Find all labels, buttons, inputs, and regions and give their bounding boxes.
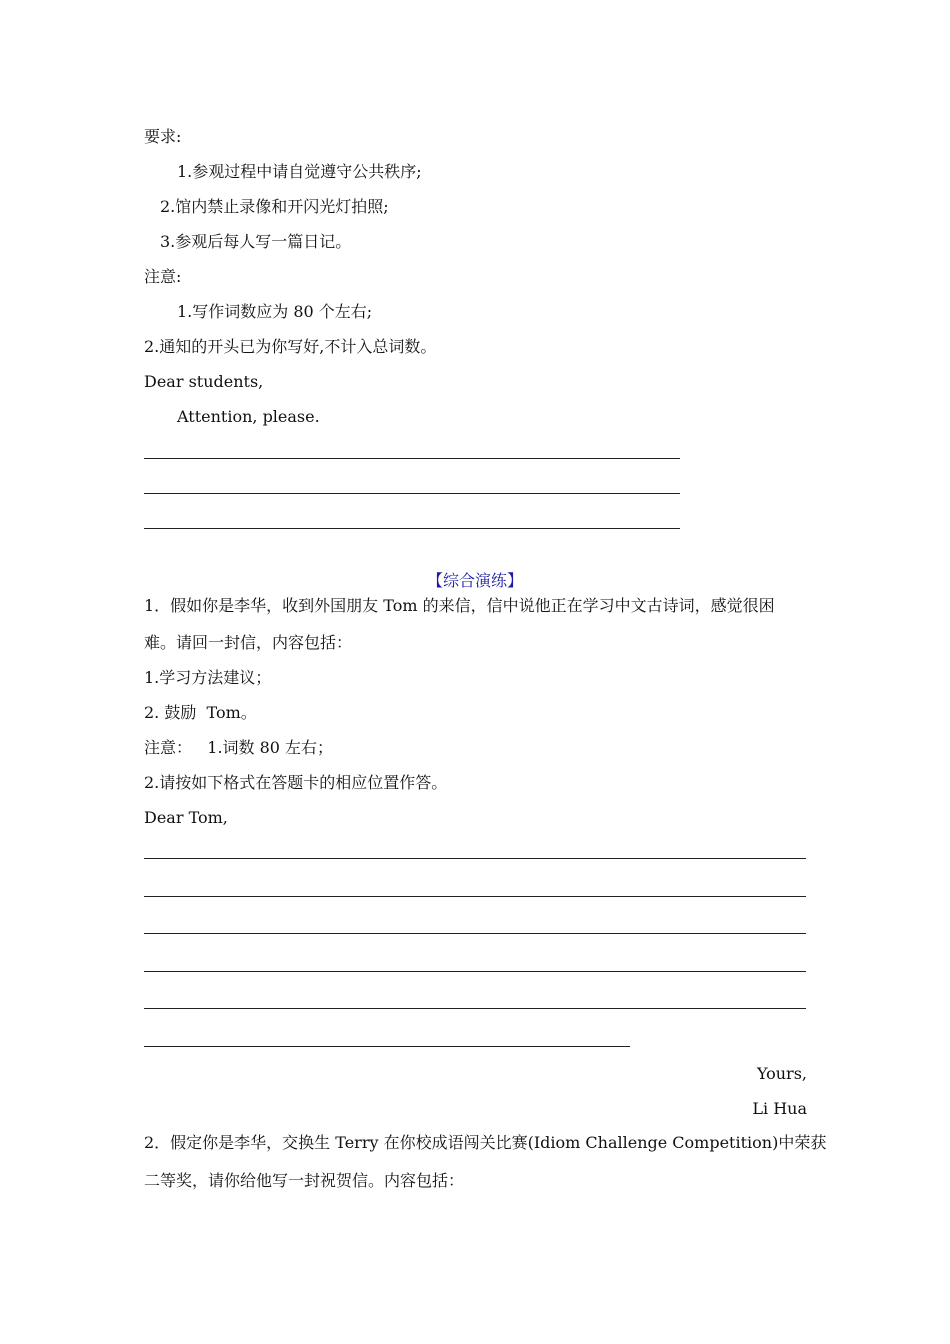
letter-signature: Li Hua: [752, 1099, 807, 1118]
answer-line: [144, 528, 680, 529]
answer-line: [144, 971, 806, 972]
note-item-1: 1.写作词数应为 80 个左右;: [177, 302, 373, 321]
question-1-prompt: 1．假如你是李华，收到外国朋友 Tom 的来信，信中说他正在学习中文古诗词，感觉很困: [144, 596, 775, 615]
requirement-item-3: 3.参观后每人写一篇日记。: [160, 232, 352, 251]
note-item-2: 2.通知的开头已为你写好,不计入总词数。: [144, 337, 437, 356]
answer-line: [144, 1046, 630, 1047]
salutation: Dear students,: [144, 372, 264, 391]
answer-line: [144, 1008, 806, 1009]
question-2-prompt-cont: 二等奖，请你给他写一封祝贺信。内容包括：: [144, 1171, 465, 1190]
question-1-prompt-cont: 难。请回一封信，内容包括：: [144, 633, 353, 652]
answer-line: [144, 858, 806, 859]
letter-closing: Yours,: [756, 1064, 807, 1083]
question-2-prompt: 2．假定你是李华，交换生 Terry 在你校成语闯关比赛(Idiom Challenge Competition)中荣获: [144, 1133, 827, 1152]
letter-opening: Attention, please.: [177, 407, 320, 426]
answer-line: [144, 458, 680, 459]
answer-line: [144, 493, 680, 494]
question-1-note: 注意： 1.词数 80 左右；: [144, 738, 334, 757]
requirements-label: 要求:: [144, 127, 182, 146]
answer-line: [144, 896, 806, 897]
requirement-item-1: 1.参观过程中请自觉遵守公共秩序;: [177, 162, 422, 181]
requirement-item-2: 2.馆内禁止录像和开闪光灯拍照;: [160, 197, 389, 216]
question-1-point-1: 1.学习方法建议；: [144, 668, 272, 687]
answer-line: [144, 933, 806, 934]
notes-label: 注意:: [144, 267, 182, 286]
question-1-salutation: Dear Tom,: [144, 808, 228, 827]
section-heading: 【综合演练】: [426, 571, 523, 590]
question-1-point-2: 2. 鼓励 Tom。: [144, 703, 257, 722]
question-1-note-2: 2.请按如下格式在答题卡的相应位置作答。: [144, 773, 448, 792]
